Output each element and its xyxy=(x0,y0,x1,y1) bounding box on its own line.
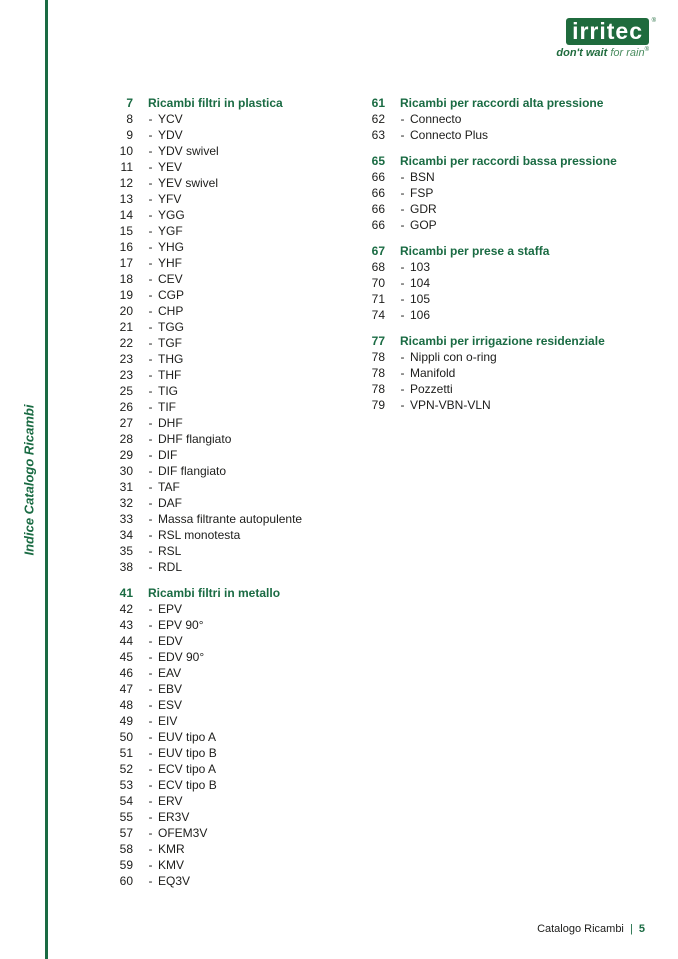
entry-page-number: 42 xyxy=(119,602,133,616)
entry-label: RDL xyxy=(158,560,183,574)
entry-page-number: 15 xyxy=(119,224,133,238)
entry-dash: - xyxy=(148,128,153,142)
tagline-bold: don't wait xyxy=(556,47,608,59)
entry-dash: - xyxy=(148,602,153,616)
entry-label: YDV xyxy=(158,128,183,142)
entry-label: CHP xyxy=(158,304,184,318)
entry-page-number: 17 xyxy=(119,256,133,270)
entry-dash: - xyxy=(148,714,153,728)
index-entry[interactable] xyxy=(108,527,302,543)
entry-page-number: 11 xyxy=(120,160,133,174)
entry-page-number: 16 xyxy=(119,240,133,254)
index-entry[interactable] xyxy=(108,271,302,287)
index-entry[interactable] xyxy=(108,367,302,383)
entry-dash: - xyxy=(400,350,405,364)
entry-dash: - xyxy=(400,186,405,200)
entry-page-number: 45 xyxy=(119,650,133,664)
entry-dash: - xyxy=(148,272,153,286)
index-entry[interactable] xyxy=(108,793,302,809)
entry-label: Nippli con o-ring xyxy=(410,350,497,364)
index-entry[interactable] xyxy=(108,383,302,399)
entry-label: YGF xyxy=(158,224,183,238)
logo-tagline xyxy=(556,47,649,59)
entry-label: CGP xyxy=(158,288,185,302)
entry-dash: - xyxy=(148,618,153,632)
side-rule xyxy=(45,0,48,959)
entry-page-number: 54 xyxy=(119,794,133,808)
entry-label: TGG xyxy=(158,320,184,334)
entry-dash: - xyxy=(148,842,153,856)
entry-page-number: 49 xyxy=(119,714,133,728)
entry-label: ESV xyxy=(158,698,183,712)
index-entry[interactable] xyxy=(108,239,302,255)
entry-dash: - xyxy=(148,634,153,648)
entry-dash: - xyxy=(148,208,153,222)
entry-dash: - xyxy=(400,202,405,216)
index-column-left xyxy=(108,95,302,899)
entry-label: DHF xyxy=(158,416,183,430)
entry-dash: - xyxy=(148,682,153,696)
tagline-registered-mark: ® xyxy=(644,47,649,53)
index-column-right xyxy=(360,95,617,423)
index-entry[interactable] xyxy=(108,745,302,761)
entry-dash: - xyxy=(148,512,153,526)
index-entry[interactable] xyxy=(108,543,302,559)
entry-label: EPV 90° xyxy=(158,618,204,632)
entry-label: VPN-VBN-VLN xyxy=(410,398,491,412)
footer-title: Catalogo Ricambi xyxy=(537,923,624,935)
index-entry[interactable] xyxy=(108,559,302,575)
entry-dash: - xyxy=(400,308,405,322)
entry-page-number: 19 xyxy=(119,288,133,302)
index-entry[interactable] xyxy=(108,841,302,857)
entry-page-number: 44 xyxy=(119,634,133,648)
index-section xyxy=(360,153,617,233)
entry-label: YDV swivel xyxy=(158,144,219,158)
section-heading[interactable] xyxy=(360,95,617,111)
index-entry[interactable] xyxy=(108,825,302,841)
entry-dash: - xyxy=(148,176,153,190)
entry-page-number: 18 xyxy=(119,272,133,286)
entry-dash: - xyxy=(148,762,153,776)
footer-separator: | xyxy=(629,923,633,935)
entry-label: EBV xyxy=(158,682,183,696)
entry-dash: - xyxy=(400,218,405,232)
index-entry[interactable] xyxy=(108,777,302,793)
section-heading[interactable] xyxy=(360,333,617,349)
index-entry[interactable] xyxy=(108,809,302,825)
entry-dash: - xyxy=(148,650,153,664)
entry-page-number: 55 xyxy=(119,810,133,824)
index-entry[interactable] xyxy=(108,495,302,511)
entry-page-number: 28 xyxy=(119,432,133,446)
entry-label: BSN xyxy=(410,170,435,184)
entry-page-number: 46 xyxy=(119,666,133,680)
index-entry[interactable] xyxy=(108,633,302,649)
entry-label: THG xyxy=(158,352,184,366)
entry-page-number: 78 xyxy=(371,350,385,364)
logo-registered-mark: ® xyxy=(651,18,656,24)
entry-page-number: 23 xyxy=(119,352,133,366)
entry-label: YEV swivel xyxy=(158,176,219,190)
index-entry[interactable] xyxy=(108,697,302,713)
entry-page-number: 74 xyxy=(371,308,385,322)
entry-dash: - xyxy=(148,240,153,254)
entry-page-number: 66 xyxy=(371,170,385,184)
index-entry[interactable] xyxy=(108,143,302,159)
entry-label: ER3V xyxy=(158,810,190,824)
index-entry[interactable] xyxy=(360,365,617,381)
entry-page-number: 78 xyxy=(371,366,385,380)
entry-dash: - xyxy=(148,192,153,206)
entry-page-number: 32 xyxy=(119,496,133,510)
entry-dash: - xyxy=(148,826,153,840)
entry-page-number: 26 xyxy=(119,400,133,414)
index-entry[interactable] xyxy=(108,617,302,633)
section-page-number: 67 xyxy=(371,244,385,258)
section-heading[interactable] xyxy=(360,153,617,169)
index-entry[interactable] xyxy=(360,169,617,185)
index-entry[interactable] xyxy=(108,303,302,319)
index-section xyxy=(108,95,302,575)
entry-dash: - xyxy=(148,352,153,366)
index-section xyxy=(108,585,302,889)
entry-label: DAF xyxy=(158,496,182,510)
entry-label: GDR xyxy=(410,202,437,216)
index-entry[interactable] xyxy=(360,217,617,233)
entry-dash: - xyxy=(148,874,153,888)
entry-label: 105 xyxy=(410,292,431,306)
entry-label: ERV xyxy=(158,794,183,808)
index-entry[interactable] xyxy=(108,761,302,777)
entry-label: YHF xyxy=(158,256,182,270)
entry-page-number: 10 xyxy=(119,144,133,158)
entry-dash: - xyxy=(400,382,405,396)
entry-page-number: 33 xyxy=(119,512,133,526)
index-entry[interactable] xyxy=(360,185,617,201)
index-entry[interactable] xyxy=(108,335,302,351)
entry-page-number: 51 xyxy=(119,746,133,760)
entry-label: DIF xyxy=(158,448,178,462)
entry-label: CEV xyxy=(158,272,183,286)
index-entry[interactable] xyxy=(108,857,302,873)
entry-label: OFEM3V xyxy=(158,826,208,840)
index-entry[interactable] xyxy=(108,223,302,239)
index-entry[interactable] xyxy=(360,111,617,127)
entry-page-number: 79 xyxy=(371,398,385,412)
entry-dash: - xyxy=(148,400,153,414)
entry-dash: - xyxy=(148,336,153,350)
entry-page-number: 66 xyxy=(371,202,385,216)
entry-page-number: 21 xyxy=(119,320,133,334)
index-section xyxy=(360,243,617,323)
entry-page-number: 23 xyxy=(119,368,133,382)
entry-label: EPV xyxy=(158,602,183,616)
index-entry[interactable] xyxy=(108,713,302,729)
index-entry[interactable] xyxy=(108,665,302,681)
entry-dash: - xyxy=(400,260,405,274)
index-entry[interactable] xyxy=(108,111,302,127)
entry-label: 104 xyxy=(410,276,431,290)
entry-page-number: 30 xyxy=(119,464,133,478)
entry-label: RSL monotesta xyxy=(158,528,241,542)
entry-page-number: 8 xyxy=(126,112,133,126)
page-footer xyxy=(537,923,645,935)
entry-label: GOP xyxy=(410,218,437,232)
entry-label: Connecto Plus xyxy=(410,128,489,142)
index-entry[interactable] xyxy=(108,207,302,223)
entry-label: EUV tipo A xyxy=(158,730,217,744)
entry-dash: - xyxy=(148,144,153,158)
entry-label: Connecto xyxy=(410,112,462,126)
entry-page-number: 29 xyxy=(119,448,133,462)
entry-dash: - xyxy=(148,160,153,174)
entry-dash: - xyxy=(148,256,153,270)
entry-dash: - xyxy=(148,778,153,792)
entry-label: FSP xyxy=(410,186,434,200)
index-entry[interactable] xyxy=(360,275,617,291)
entry-page-number: 20 xyxy=(119,304,133,318)
entry-dash: - xyxy=(400,398,405,412)
index-entry[interactable] xyxy=(108,399,302,415)
entry-label: EQ3V xyxy=(158,874,191,888)
entry-dash: - xyxy=(148,448,153,462)
entry-label: EIV xyxy=(158,714,178,728)
entry-dash: - xyxy=(400,112,405,126)
section-page-number: 41 xyxy=(119,586,133,600)
section-page-number: 65 xyxy=(371,154,385,168)
entry-label: Manifold xyxy=(410,366,456,380)
entry-dash: - xyxy=(148,810,153,824)
brand-logo xyxy=(556,18,656,59)
entry-label: YGG xyxy=(158,208,185,222)
entry-page-number: 38 xyxy=(119,560,133,574)
entry-dash: - xyxy=(148,384,153,398)
entry-dash: - xyxy=(148,858,153,872)
entry-page-number: 31 xyxy=(119,480,133,494)
entry-page-number: 63 xyxy=(371,128,385,142)
entry-page-number: 59 xyxy=(119,858,133,872)
entry-page-number: 22 xyxy=(119,336,133,350)
entry-label: 103 xyxy=(410,260,431,274)
entry-label: YCV xyxy=(158,112,183,126)
entry-page-number: 70 xyxy=(371,276,385,290)
index-entry[interactable] xyxy=(360,259,617,275)
entry-dash: - xyxy=(148,544,153,558)
entry-label: THF xyxy=(158,368,182,382)
entry-dash: - xyxy=(148,730,153,744)
section-page-number: 77 xyxy=(371,334,385,348)
section-title: Ricambi filtri in metallo xyxy=(148,586,281,600)
entry-dash: - xyxy=(148,666,153,680)
entry-page-number: 62 xyxy=(371,112,385,126)
index-entry[interactable] xyxy=(108,447,302,463)
entry-label: EUV tipo B xyxy=(158,746,217,760)
index-entry[interactable] xyxy=(108,681,302,697)
entry-dash: - xyxy=(148,560,153,574)
index-entry[interactable] xyxy=(108,319,302,335)
entry-page-number: 35 xyxy=(119,544,133,558)
entry-dash: - xyxy=(400,292,405,306)
entry-label: DIF flangiato xyxy=(158,464,227,478)
section-page-number: 7 xyxy=(126,96,133,110)
index-entry[interactable] xyxy=(108,649,302,665)
page-number: 5 xyxy=(638,923,645,935)
section-heading[interactable] xyxy=(360,243,617,259)
index-entry[interactable] xyxy=(360,291,617,307)
entry-label: TIG xyxy=(158,384,178,398)
entry-dash: - xyxy=(148,112,153,126)
entry-dash: - xyxy=(148,528,153,542)
entry-dash: - xyxy=(148,432,153,446)
entry-dash: - xyxy=(148,288,153,302)
entry-label: ECV tipo B xyxy=(158,778,217,792)
index-entry[interactable] xyxy=(108,127,302,143)
section-heading[interactable] xyxy=(108,95,302,111)
entry-label: ECV tipo A xyxy=(158,762,217,776)
section-page-number: 61 xyxy=(371,96,385,110)
entry-page-number: 58 xyxy=(119,842,133,856)
entry-page-number: 34 xyxy=(119,528,133,542)
index-entry[interactable] xyxy=(108,191,302,207)
index-entry[interactable] xyxy=(108,479,302,495)
index-entry[interactable] xyxy=(108,415,302,431)
entry-page-number: 52 xyxy=(119,762,133,776)
entry-page-number: 78 xyxy=(371,382,385,396)
entry-label: YFV xyxy=(158,192,182,206)
entry-dash: - xyxy=(148,496,153,510)
entry-page-number: 53 xyxy=(119,778,133,792)
section-title: Ricambi per raccordi alta pressione xyxy=(400,96,604,110)
entry-label: RSL xyxy=(158,544,182,558)
entry-dash: - xyxy=(148,464,153,478)
index-entry[interactable] xyxy=(360,349,617,365)
index-entry[interactable] xyxy=(108,255,302,271)
entry-dash: - xyxy=(148,746,153,760)
entry-page-number: 60 xyxy=(119,874,133,888)
entry-label: YHG xyxy=(158,240,185,254)
entry-page-number: 14 xyxy=(119,208,133,222)
entry-dash: - xyxy=(148,304,153,318)
entry-dash: - xyxy=(400,366,405,380)
entry-page-number: 12 xyxy=(119,176,133,190)
side-title: Indice Catalogo Ricambi xyxy=(21,404,37,556)
index-entry[interactable] xyxy=(108,287,302,303)
entry-label: TAF xyxy=(158,480,180,494)
entry-dash: - xyxy=(148,320,153,334)
index-entry[interactable] xyxy=(108,873,302,889)
entry-page-number: 9 xyxy=(126,128,133,142)
entry-page-number: 66 xyxy=(371,218,385,232)
index-entry[interactable] xyxy=(108,431,302,447)
section-title: Ricambi per prese a staffa xyxy=(400,244,550,258)
index-section xyxy=(360,333,617,413)
entry-label: TIF xyxy=(158,400,176,414)
entry-page-number: 25 xyxy=(119,384,133,398)
index-entry[interactable] xyxy=(108,175,302,191)
index-entry[interactable] xyxy=(108,601,302,617)
entry-page-number: 47 xyxy=(119,682,133,696)
entry-label: Pozzetti xyxy=(410,382,453,396)
entry-label: KMV xyxy=(158,858,185,872)
entry-dash: - xyxy=(148,480,153,494)
index-section xyxy=(360,95,617,143)
index-entry[interactable] xyxy=(108,511,302,527)
index-entry[interactable] xyxy=(360,201,617,217)
entry-label: Massa filtrante autopulente xyxy=(158,512,303,526)
entry-label: YEV xyxy=(158,160,183,174)
logo-wordmark: irritec xyxy=(566,18,649,45)
entry-label: 106 xyxy=(410,308,431,322)
entry-page-number: 50 xyxy=(119,730,133,744)
entry-page-number: 57 xyxy=(119,826,133,840)
index-entry[interactable] xyxy=(108,463,302,479)
entry-dash: - xyxy=(148,698,153,712)
section-title: Ricambi per raccordi bassa pressione xyxy=(400,154,617,168)
entry-page-number: 68 xyxy=(371,260,385,274)
entry-dash: - xyxy=(400,170,405,184)
tagline-light: for rain xyxy=(610,47,645,59)
entry-page-number: 48 xyxy=(119,698,133,712)
index-entry[interactable] xyxy=(108,159,302,175)
entry-page-number: 43 xyxy=(119,618,133,632)
index-entry[interactable] xyxy=(360,397,617,413)
entry-page-number: 71 xyxy=(371,292,385,306)
entry-page-number: 27 xyxy=(119,416,133,430)
index-entry[interactable] xyxy=(108,351,302,367)
index-entry[interactable] xyxy=(360,307,617,323)
entry-label: EDV 90° xyxy=(158,650,205,664)
section-title: Ricambi per irrigazione residenziale xyxy=(400,334,605,348)
entry-page-number: 66 xyxy=(371,186,385,200)
entry-label: EAV xyxy=(158,666,182,680)
index-entry[interactable] xyxy=(360,127,617,143)
section-title: Ricambi filtri in plastica xyxy=(148,96,283,110)
entry-dash: - xyxy=(148,416,153,430)
entry-dash: - xyxy=(400,276,405,290)
entry-dash: - xyxy=(148,794,153,808)
entry-label: DHF flangiato xyxy=(158,432,232,446)
entry-label: KMR xyxy=(158,842,185,856)
entry-dash: - xyxy=(148,368,153,382)
section-heading[interactable] xyxy=(108,585,302,601)
index-entry[interactable] xyxy=(360,381,617,397)
entry-dash: - xyxy=(400,128,405,142)
entry-page-number: 13 xyxy=(119,192,133,206)
entry-label: TGF xyxy=(158,336,182,350)
index-entry[interactable] xyxy=(108,729,302,745)
entry-dash: - xyxy=(148,224,153,238)
entry-label: EDV xyxy=(158,634,183,648)
